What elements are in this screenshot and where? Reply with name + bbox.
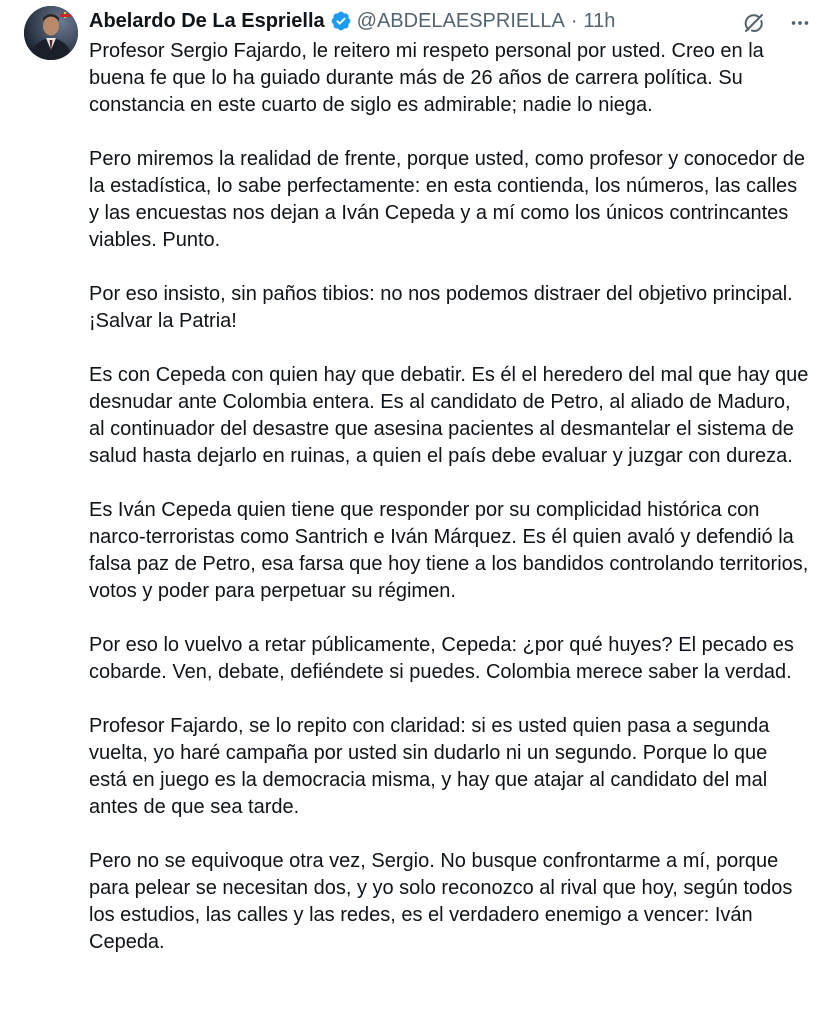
header-actions <box>741 10 813 36</box>
separator-dot: · <box>570 9 578 32</box>
author-display-name[interactable]: Abelardo De La Espriella <box>89 9 325 32</box>
tweet-paragraph: Es con Cepeda con quien hay que debatir. Es él el heredero del mal que hay que desnudar ante Colombia entera. Es al candidato de Petro, al aliado de Maduro, al continuador del desastre que asesina pacientes al desmantelar el sistema de salud hasta dejarlo en ruinas, a quien el país debe evaluar y juzgar con dureza. <box>89 364 809 467</box>
tweet-content <box>89 6 809 983</box>
tweet-timestamp[interactable]: 11h <box>583 9 616 32</box>
verified-badge-icon[interactable] <box>330 10 352 32</box>
tweet-paragraph: Pero miremos la realidad de frente, porque usted, como profesor y conocedor de la estadística, lo sabe perfectamente: en esta contienda, los números, las calles y las encuestas nos dejan a Iván Cepeda y a mí como los únicos contrincantes viables. Punto. <box>89 148 805 251</box>
tweet-paragraph: Profesor Fajardo, se lo repito con claridad: si es usted quien pasa a segunda vuelta, yo haré campaña por usted sin dudarlo ni un segundo. Porque lo que está en juego es la democracia misma, y hay que atajar al candidato del mal antes de que sea tarde. <box>89 715 770 818</box>
grok-icon[interactable] <box>741 10 767 36</box>
tweet-text <box>89 38 809 956</box>
tweet-paragraph: Pero no se equivoque otra vez, Sergio. No busque confrontarme a mí, porque para pelear se necesitan dos, y yo solo reconozco al rival que hoy, según todos los estudios, las calles y las redes, es el verdadero enemigo a vencer: Iván Cepeda. <box>89 850 793 953</box>
tweet-header <box>89 6 809 36</box>
tweet-paragraph: Profesor Sergio Fajardo, le reitero mi respeto personal por usted. Creo en la buena fe que lo ha guiado durante más de 26 años de carrera política. Su constancia en este cuarto de siglo es admirable; nadie lo niega. <box>89 40 764 116</box>
author-handle[interactable]: @ABDELAESPRIELLA <box>356 9 565 32</box>
tweet-paragraph: Por eso insisto, sin paños tibios: no nos podemos distraer del objetivo principal. ¡Salvar la Patria! <box>89 283 793 332</box>
avatar-image <box>24 6 78 60</box>
tweet-paragraph: Es Iván Cepeda quien tiene que responder por su complicidad histórica con narco-terroristas como Santrich e Iván Márquez. Es él quien avaló y defendió la falsa paz de Petro, esa farsa que hoy tiene a los bandidos controlando territorios, votos y poder para perpetuar su régimen. <box>89 499 809 602</box>
tweet-paragraph: Por eso lo vuelvo a retar públicamente, Cepeda: ¿por qué huyes? El pecado es cobarde. Ven, debate, defiéndete si puedes. Colombia merece saber la verdad. <box>89 634 794 683</box>
avatar[interactable] <box>24 6 78 60</box>
more-options-icon[interactable] <box>787 10 813 36</box>
